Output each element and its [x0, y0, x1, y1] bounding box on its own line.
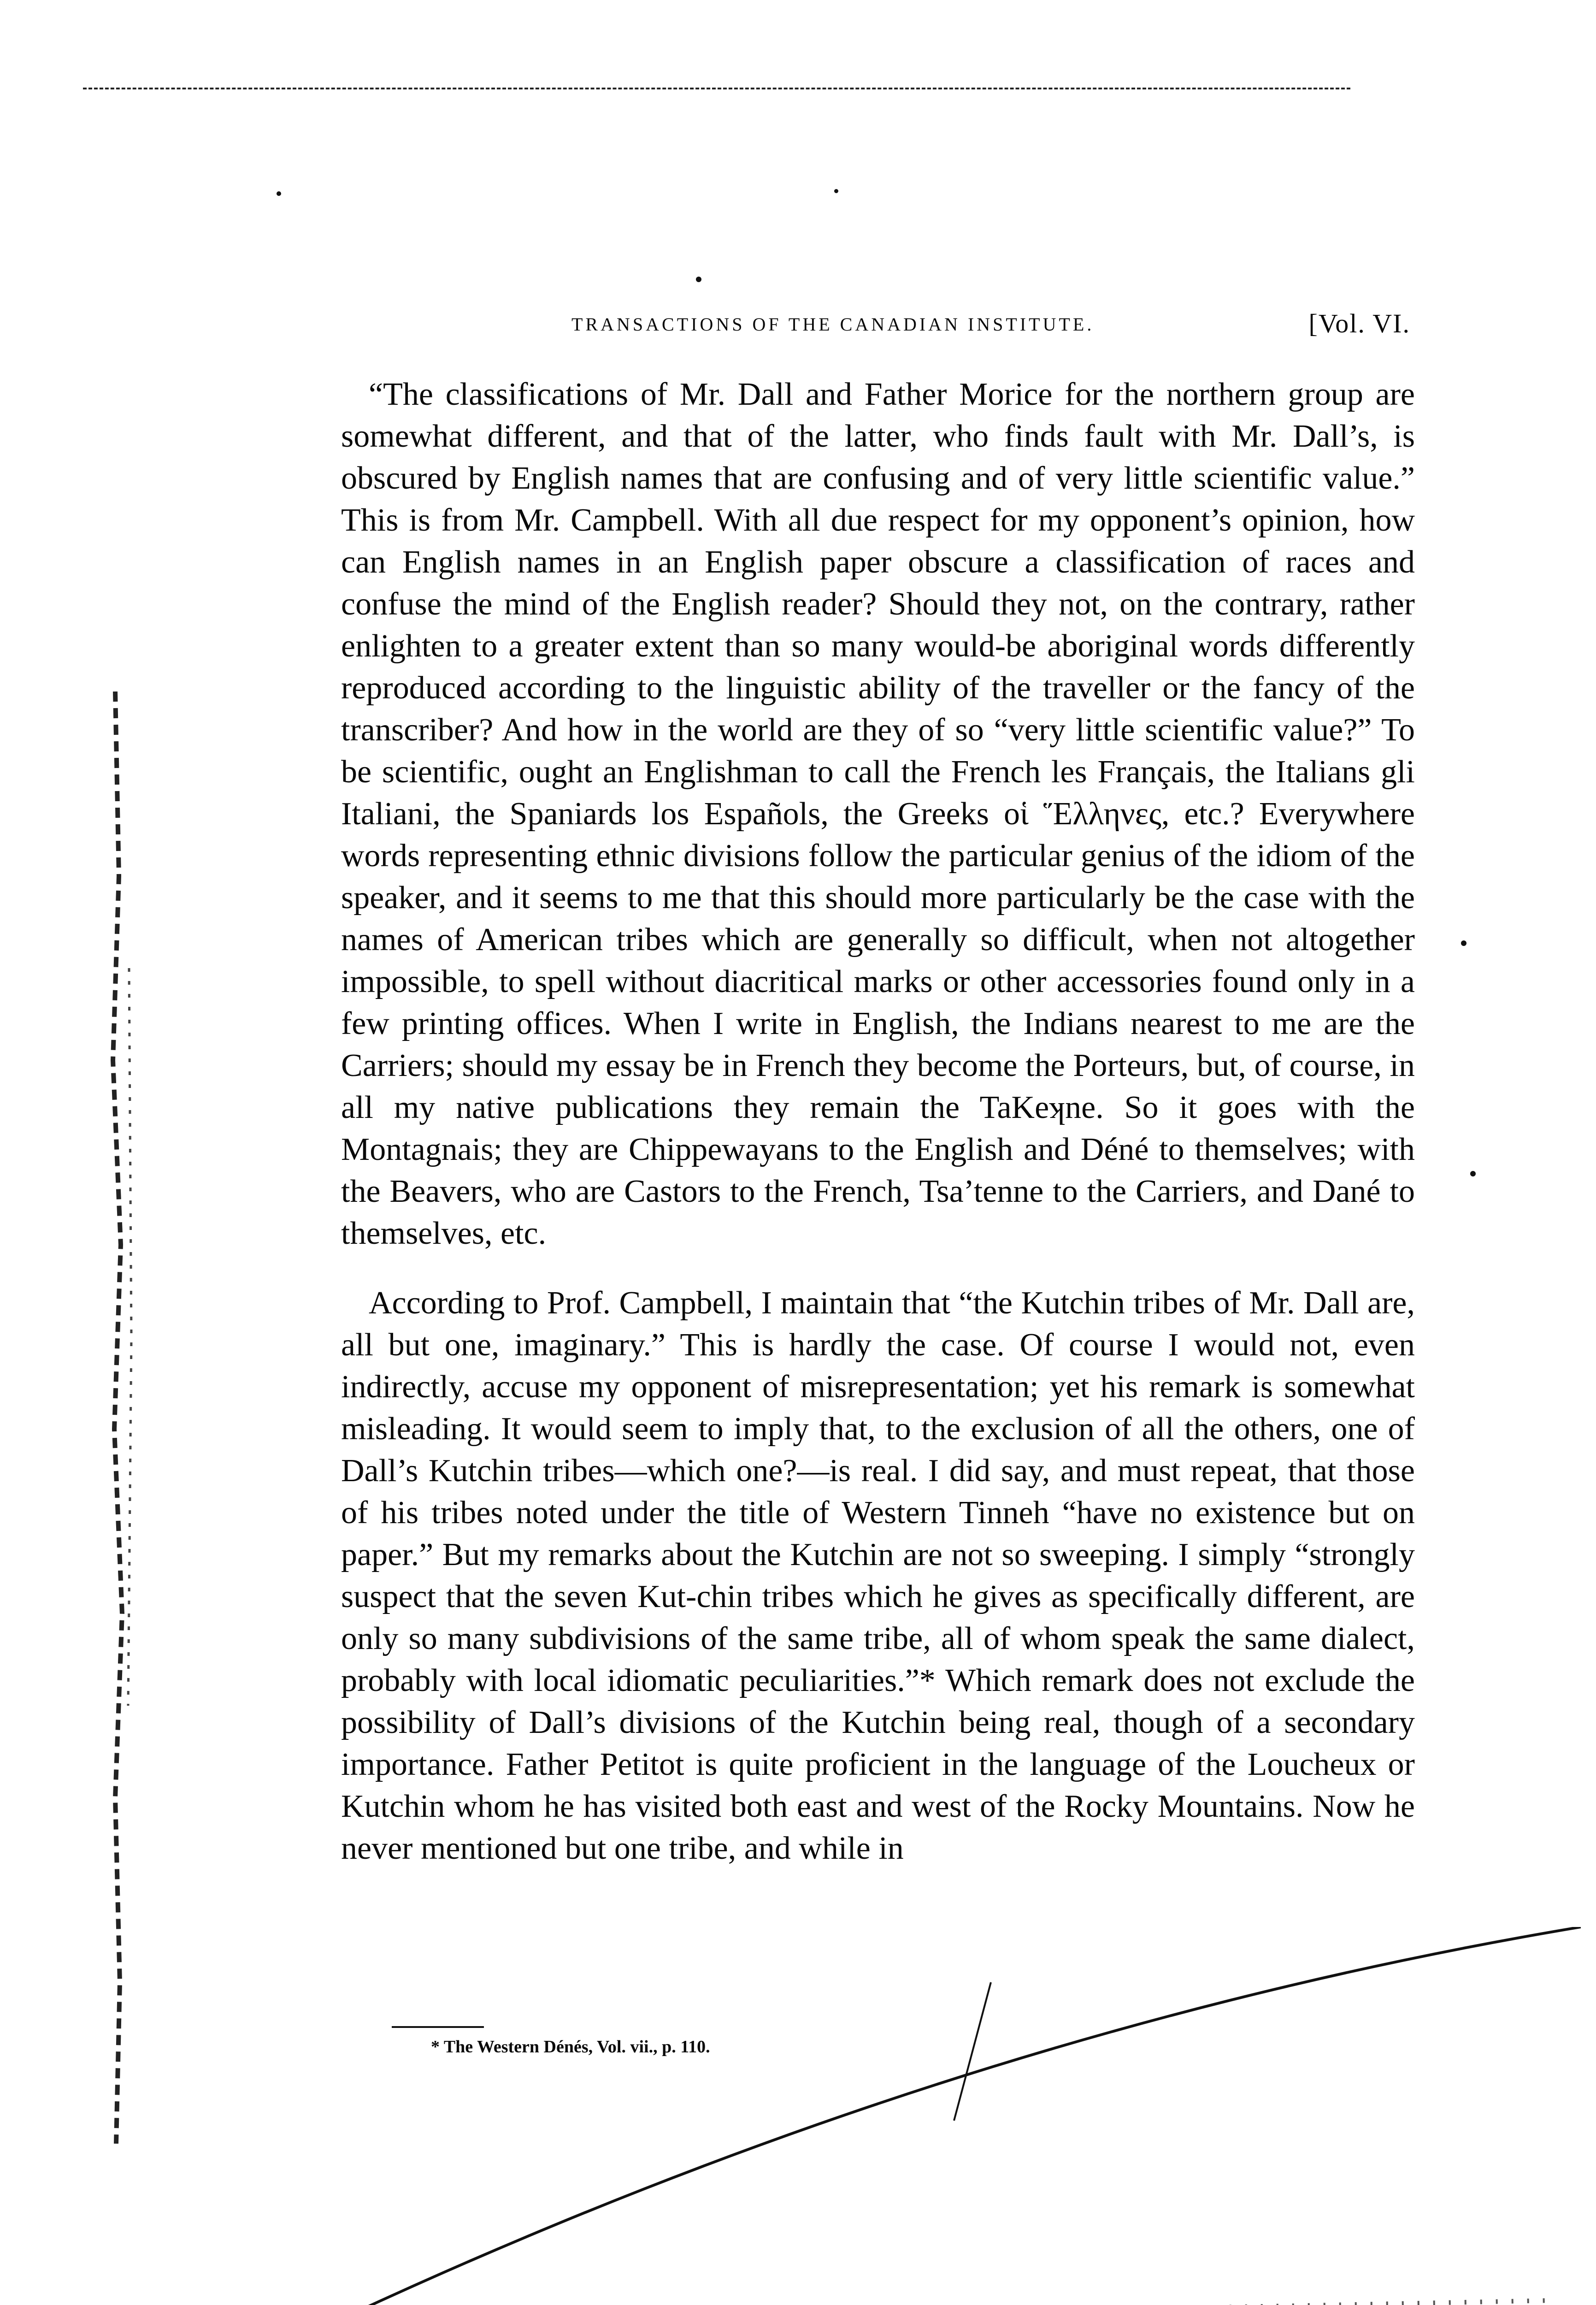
paragraph-2: According to Prof. Campbell, I maintain that “the Kutchin tribes of Mr. Dall are, all but one, imaginary.” This is hardly the case. Of course I would not, even indirectly, accuse my opponent of misrepresentation; yet his remark is somewhat misleading. It would seem to imply that, to the exclusion of all the others, one of Dall’s Kutchin tribes—which one?—is real. I did say, and must repeat, that those of his tribes noted under the title of Western Tinneh “have no existence but on paper.” But my remarks about the Kutchin are not so sweeping. I simply “strongly suspect that the seven Kut-chin tribes which he gives as specifically different, are only so many subdivisions of the same tribe, all of whom speak the same dialect, probably with local idiomatic peculiarities.”* Which remark does not exclude the possibility of Dall’s divisions of the Kutchin being real, though of a secondary importance. Father Petitot is quite proficient in the language of the Loucheux or Kutchin whom he has visited both east and west of the Rocky Mountains. Now he never mentioned but one tribe, and while in: [341, 1285, 1415, 1866]
footnote: * The Western Dénés, Vol. vii., p. 110.: [431, 2037, 710, 2057]
running-header: [571, 308, 1410, 355]
running-head-title: TRANSACTIONS OF THE CANADIAN INSTITUTE.: [571, 314, 1095, 335]
scan-artifact-left-edge: [97, 692, 138, 2144]
volume-label: [Vol. VI.: [1308, 308, 1410, 338]
paragraph-1: “The classifications of Mr. Dall and Father Morice for the northern group are somewhat different, and that of the latter, who finds fault with Mr. Dall’s, is obscured by English names that are confusing and of very little scientific value.” This is from Mr. Campbell. With all due respect for my opponent’s opinion, how can English names in an English paper obscure a classification of races and confuse the mind of the English reader? Should they not, on the contrary, rather enlighten to a greater extent than so many would-be aboriginal words differently reproduced according to the linguistic ability of the traveller or the fancy of the transcriber? And how in the world are they of so “very little scientific value?” To be scientific, ought an Englishman to call the French les Français, the Italians gli Italiani, the Spaniards los Españols, the Greeks οἱ Ἕλληνες, etc.? Everywhere words representing ethnic divisions follow the particular genius of the idiom of the speaker, and it seems to me that this should more particularly be the case with the names of American tribes which are generally so difficult, when not altogether impossible, to spell without diacritical marks or other accessories found only in a few printing offices. When I write in English, the Indians nearest to me are the Carriers; should my essay be in French they become the Porteurs, but, of course, in all my native publications they remain the TaKeʞne. So it goes with the Montagnais; they are Chippewayans to the English and Déné to themselves; with the Beavers, who are Castors to the French, Tsa’tenne to the Carriers, and Dané to themselves, etc.: [341, 377, 1415, 1251]
scan-artifact-diagonal-line: [198, 1927, 1581, 2305]
scan-speck: [834, 189, 838, 193]
scan-speck: [277, 191, 281, 196]
body-text: [341, 373, 1415, 1869]
scan-artifact-bottom-noise: [194, 2259, 1553, 2305]
scan-speck: [696, 277, 701, 282]
scan-artifact-top-rule: [83, 88, 1350, 89]
footnote-divider: [392, 2026, 484, 2028]
scan-speck: [1461, 940, 1466, 946]
scan-speck: [1470, 1171, 1476, 1176]
